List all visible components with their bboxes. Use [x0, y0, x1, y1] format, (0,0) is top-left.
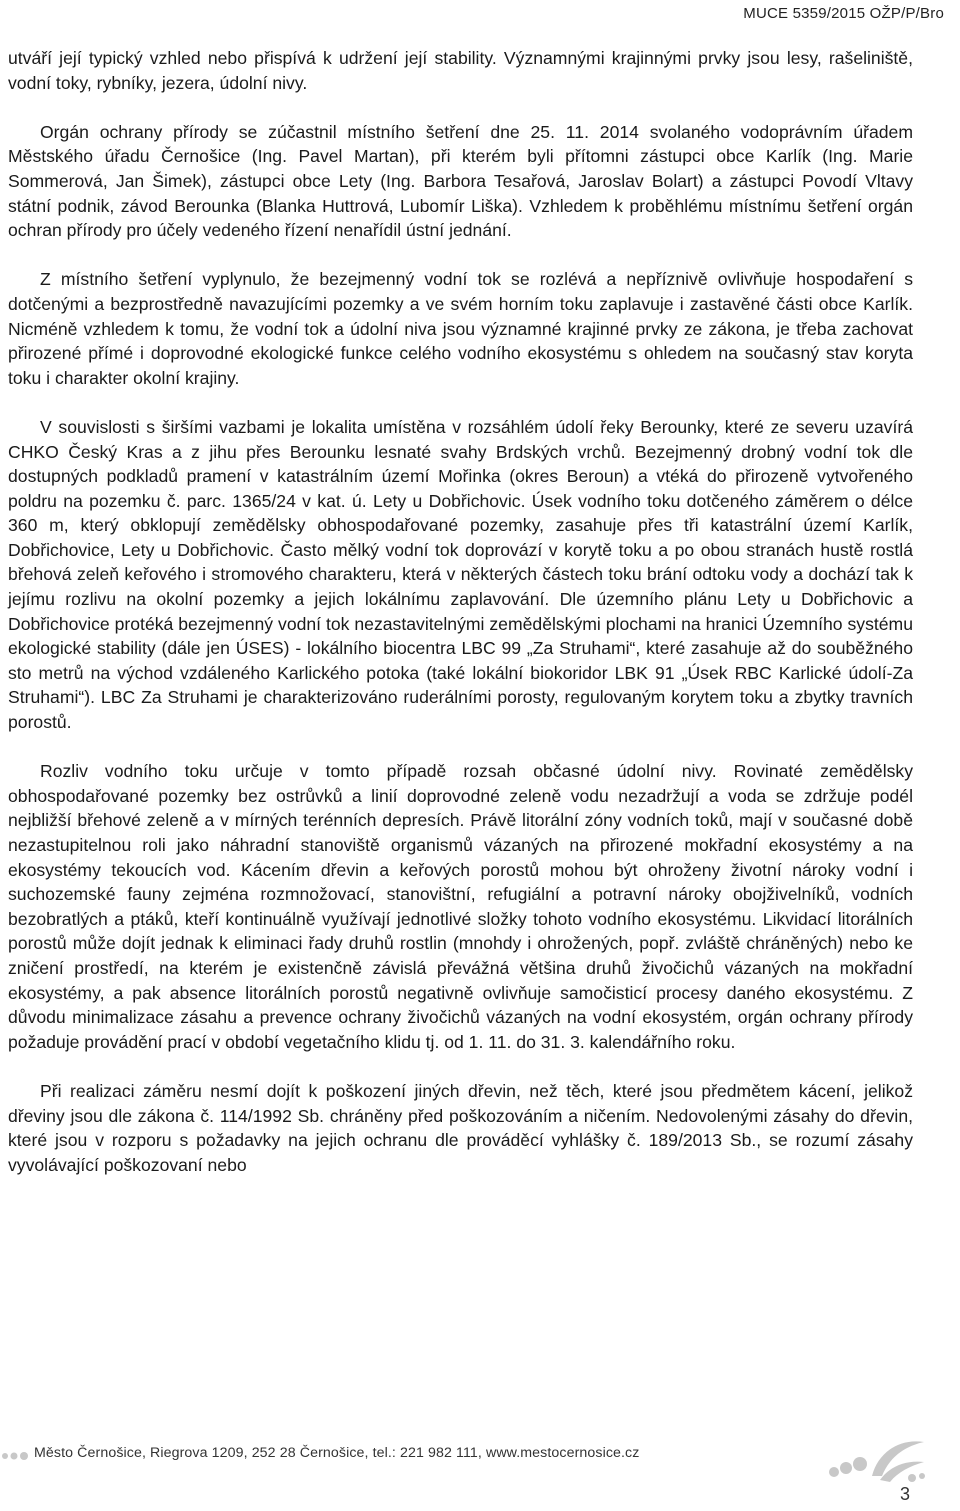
paragraph-site-inspection: Orgán ochrany přírody se zúčastnil místního šetření dne 25. 11. 2014 svolaného vodoprávním úřadem Městského úřadu Černošice (Ing. Pavel Martan), při kterém byli přítomni zástupci obce Karlík (Ing. Marie Sommerová, Jan Šimek), zástupci obce Lety (Ing. Barbora Tesařová, Jaroslav Bolart) a zástupci Povodí Vltavy státní podnik, závod Berounka (Blanka Huttrová, Lubomír Liška). Vzhledem k proběhlému místnímu šetření orgán ochran přírody pro účely vedeného řízení nenařídil ústní jednání. [8, 121, 913, 241]
document-reference: MUCE 5359/2015 OŽP/P/Bro [743, 5, 944, 22]
footer-address: Město Černošice, Riegrova 1209, 252 28 Černošice, tel.: 221 982 111, www.mestocernosice.cz [34, 1445, 640, 1461]
paragraph-inspection-findings: Z místního šetření vyplynulo, že bezejmenný vodní tok se rozlévá a nepříznivě ovlivňuje hospodaření s dotčenými a bezprostředně navazujícími pozemky a ve svém horním toku zaplavuje i zastavěné části obce Karlík. Nicméně vzhledem k tomu, že vodní tok a údolní niva jsou významné krajinné prvky ze zákona, je třeba zachovat přirozené přímé i doprovodné ekologické funkce celého vodního ekosystému s ohledem na současný stav koryta toku i charakter okolní krajiny. [8, 269, 913, 388]
footer-dots-decoration [0, 1446, 34, 1466]
page-number: 3 [899, 1484, 910, 1504]
page-footer [0, 1432, 960, 1492]
paragraph-locality-context: V souvislosti s širšími vazbami je lokalita umístěna v rozsáhlém údolí řeky Berounky, které ze severu uzavírá CHKO Český Kras a z jihu přes Berounku lesnaté svahy Brdských vrchů. Bezejmenný drobný vodní tok dle dostupných podkladů pramení v katastrálním území Mořinka (okres Beroun) a vtéká do přirozeně vytvořeného poldru na pozemku č. parc. 1365/24 v kat. ú. Lety u Dobřichovic. Úsek vodního toku dotčeného záměrem o délce 360 m, který obklopují zemědělsky obhospodařované pozemky, zasahuje přes tři katastrální území Karlík, Dobřichovice, Lety u Dobřichovic. Často mělký vodní tok doprovází v korytě toku a po obou stranách hustě rostlá břehová zeleň keřového i stromového charakteru, která v některých částech toku brání odtoku vody a dochází tak k jejímu rozlivu na okolní pozemky a jejich lokálnímu zaplavování. Dle územního plánu Lety u Dobřichovic a Dobřichovice protéká bezejmenný vodní tok nezastavitelnými zemědělskými plochami na hranici Územního systému ekologické stability (dále jen ÚSES) - lokálního biocentra LBC 99 „Za Struhami“, které zasahuje až do souběžného sto metrů na východ vzdáleného Karlického potoka (také lokální biokoridor LBK 91 „Úsek RBC Karlické údolí-Za Struhami“). LBC Za Struhami je charakterizováno ruderálními porosty, regulovaným korytem toku a zbytky travních porostů. [8, 416, 913, 733]
paragraph-floodplain: Rozliv vodního toku určuje v tomto případě rozsah občasné údolní nivy. Rovinaté zemědělsky obhospodařované pozemky bez ostrůvků a linií doprovodné zeleně vodu nezadržují a voda se zdržuje podél nejbližší břehové zeleně a v mírných terénních depresích. Právě litorální zóny vodních toků, mají v současné době nezastupitelnou roli jako náhradní stanoviště organismů vázaných na přirozené mokřadní ekosystémy a na ekosystémy tekoucích vod. Kácením dřevin a keřových porostů mohou být ohroženy životní nároky vodní i suchozemské fauny zejména rozmnožovací, stanovištní, refugiální a potravní nároky obojživelníků, vodních bezobratlých a ptáků, kteří kontinuálně využívají jednotlivé složky tohoto vodního ekosystému. Likvidací litorálních porostů může dojít jednak k eliminaci řady druhů rostlin (mnohdy i ohrožených, popř. zvláště chráněných) nebo ke zničení prostředí, na kterém je existenčně závislá převážná většina druhů živočichů vázaných na mokřadní ekosystémy, a pak absence litorálních porostů negativně ovlivňuje samočisticí procesy daného ekosystému. Z důvodu minimalizace zásahu a prevence ochrany živočichů vázaných na vodní ekosystém, orgán ochrany přírody požaduje provádění prací v období vegetačního klidu tj. od 1. 11. do 31. 3. kalendářního roku. [8, 761, 913, 1052]
paragraph-continuation: utváří její typický vzhled nebo přispívá k udržení její stability. Významnými krajinnými prvky jsou lesy, rašeliniště, vodní toky, rybníky, jezera, údolní nivy. [8, 48, 913, 93]
city-logo-icon [820, 1432, 930, 1488]
document-body [8, 46, 913, 1177]
paragraph-realization-conditions: Při realizaci záměru nesmí dojít k poškození jiných dřevin, než těch, které jsou předmětem kácení, jelikož dřeviny jsou dle zákona č. 114/1992 Sb. chráněny před poškozováním a ničením. Nedovolenými zásahy do dřevin, které jsou v rozporu s požadavky na jejich ochranu dle prováděcí vyhlášky č. 189/2013 Sb., se rozumí zásahy vyvolávající poškozovaní nebo [8, 1080, 913, 1175]
